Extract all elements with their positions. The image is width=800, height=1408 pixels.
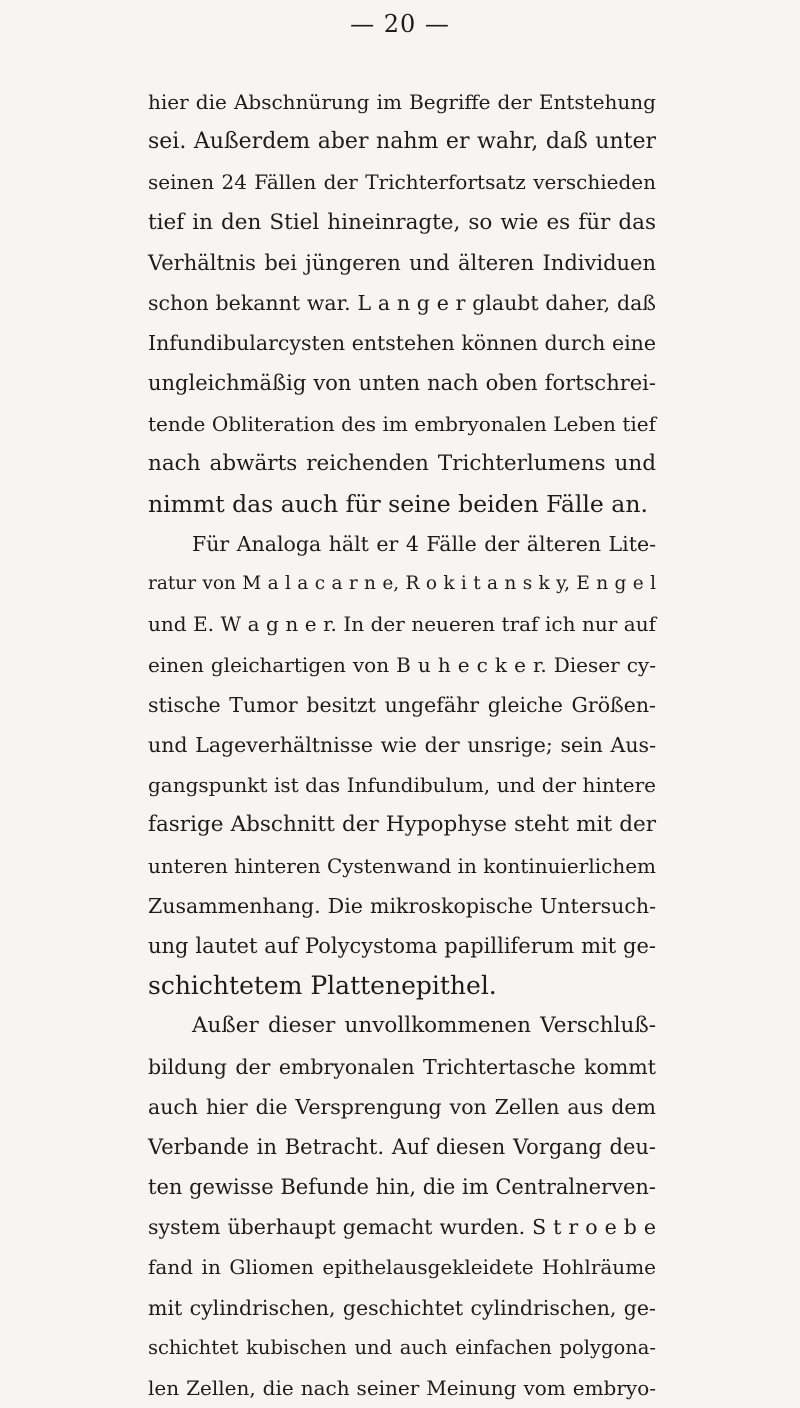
text-line: stische Tumor besitzt ungefähr gleiche Größen- xyxy=(148,692,656,717)
text-line: auch hier die Versprengung von Zellen aus dem xyxy=(148,1094,656,1119)
text-line: ung lautet auf Polycystoma papilliferum mit ge- xyxy=(148,933,656,958)
text-line: tende Obliteration des im embryonalen Leben tief xyxy=(148,411,656,436)
text-line: ungleichmäßig von unten nach oben fortschrei- xyxy=(148,371,656,396)
text-line: system überhaupt gemacht wurden. S t r o e b e xyxy=(148,1215,656,1240)
text-line: ratur von M a l a c a r n e, R o k i t a n s k y, E n g e l xyxy=(148,573,656,595)
text-line: schichtet kubischen und auch einfachen polygona- xyxy=(148,1335,656,1359)
text-line: ten gewisse Befunde hin, die im Centralnerven- xyxy=(148,1175,656,1200)
text-line: nach abwärts reichenden Trichterlumens und xyxy=(148,450,656,476)
text-line: und Lageverhältnisse wie der unsrige; sein Aus- xyxy=(148,733,656,757)
text-line: Verhältnis bei jüngeren und älteren Individuen xyxy=(148,250,656,275)
text-line: Infundibularcysten entstehen können durch eine xyxy=(148,331,656,356)
text-line: nimmt das auch für seine beiden Fälle an. xyxy=(148,489,648,518)
text-line: schon bekannt war. L a n g e r glaubt daher, daß xyxy=(148,290,656,315)
text-line: mit cylindrischen, geschichtet cylindrischen, ge- xyxy=(148,1295,656,1320)
text-line: sei. Außerdem aber nahm er wahr, daß unter xyxy=(148,129,656,155)
text-line: tief in den Stiel hineinragte, so wie es für das xyxy=(148,209,656,235)
text-line: Verbande in Betracht. Auf diesen Vorgang deu- xyxy=(148,1134,656,1159)
text-line: und E. W a g n e r. In der neueren traf ich nur auf xyxy=(148,612,656,637)
text-line: Zusammenhang. Die mikroskopische Untersuch- xyxy=(148,893,656,918)
text-line: Außer dieser unvollkommenen Verschluß- xyxy=(192,1013,656,1039)
text-line: hier die Abschnürung im Begriffe der Entstehung xyxy=(148,90,656,114)
text-line: gangspunkt ist das Infundibulum, und der hintere xyxy=(148,773,656,798)
text-line: fand in Gliomen epithelausgekleidete Hohlräume xyxy=(148,1255,656,1280)
text-line: bildung der embryonalen Trichtertasche kommt xyxy=(148,1054,656,1079)
text-line: len Zellen, die nach seiner Meinung vom embryo- xyxy=(148,1376,656,1400)
page-number: — 20 — xyxy=(350,10,450,38)
text-line: einen gleichartigen von B u h e c k e r. Dieser cy- xyxy=(148,652,656,677)
text-line: seinen 24 Fällen der Trichterfortsatz verschieden xyxy=(148,170,656,195)
text-line: fasrige Abschnitt der Hypophyse steht mit der xyxy=(148,812,656,838)
text-line: schichtetem Plattenepithel. xyxy=(148,971,497,1001)
body-text xyxy=(148,82,656,1408)
text-line: Für Analoga hält er 4 Fälle der älteren Lite- xyxy=(192,532,656,557)
text-line: unteren hinteren Cystenwand in kontinuierlichem xyxy=(148,853,656,878)
